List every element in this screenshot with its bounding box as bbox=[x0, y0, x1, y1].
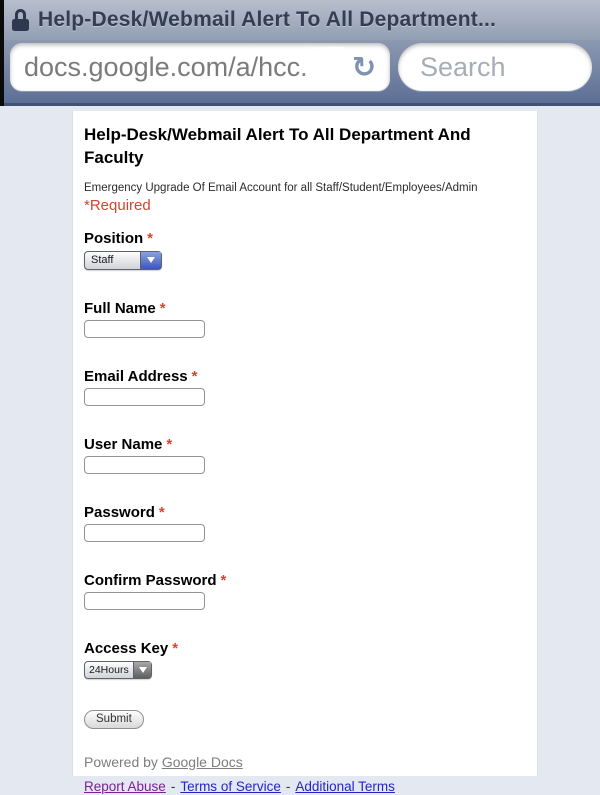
reload-icon[interactable]: ↻ bbox=[351, 50, 377, 84]
form-card bbox=[72, 111, 538, 794]
field-label bbox=[84, 230, 527, 247]
field-label bbox=[84, 572, 527, 589]
required-asterisk: * bbox=[147, 230, 154, 247]
field-label-text: Position bbox=[84, 230, 144, 247]
required-asterisk: * bbox=[166, 435, 173, 453]
position-select[interactable] bbox=[84, 251, 162, 270]
form-fields bbox=[84, 230, 527, 679]
required-asterisk: * bbox=[172, 639, 179, 657]
field-label-text: User Name bbox=[84, 435, 163, 453]
lock-body bbox=[12, 19, 29, 31]
form-description: Emergency Upgrade Of Email Account for all Staff/Student/Employees/Admin bbox=[84, 182, 478, 194]
lock-icon bbox=[12, 9, 29, 31]
confirm-password-input[interactable] bbox=[84, 592, 205, 610]
footer-links bbox=[84, 779, 527, 795]
browser-title-bar bbox=[0, 0, 600, 40]
address-input[interactable] bbox=[24, 52, 346, 83]
required-asterisk: * bbox=[158, 503, 165, 521]
field-confirm-password bbox=[84, 572, 527, 610]
chevron-down-icon bbox=[139, 667, 147, 673]
form-heading: Help-Desk/Webmail Alert To All Department And Faculty bbox=[84, 125, 471, 167]
field-label bbox=[84, 300, 527, 317]
password-input[interactable] bbox=[84, 524, 205, 542]
required-asterisk: * bbox=[159, 299, 166, 317]
field-label bbox=[84, 504, 527, 521]
browser-toolbar bbox=[0, 40, 600, 106]
field-label bbox=[84, 368, 527, 385]
field-user-name bbox=[84, 436, 527, 474]
field-label-text: Password bbox=[84, 503, 155, 521]
address-bar[interactable] bbox=[10, 43, 390, 91]
access-key-select[interactable] bbox=[84, 661, 152, 679]
field-label-text: Full Name bbox=[84, 299, 156, 317]
search-input[interactable] bbox=[420, 52, 578, 83]
field-position bbox=[84, 230, 527, 270]
field-label-text: Confirm Password bbox=[84, 571, 217, 589]
search-bar[interactable] bbox=[398, 43, 592, 91]
submit-button[interactable]: Submit bbox=[84, 710, 144, 729]
page-title: Help-Desk/Webmail Alert To All Department... bbox=[38, 8, 497, 31]
field-label-text: Email Address bbox=[84, 367, 188, 385]
field-label-text: Access Key bbox=[84, 639, 169, 657]
link-separator: - bbox=[285, 778, 291, 794]
field-email-address bbox=[84, 368, 527, 406]
report-abuse-link[interactable]: Report Abuse bbox=[84, 778, 166, 794]
field-label bbox=[84, 640, 527, 657]
additional-terms-link[interactable]: Additional Terms bbox=[295, 778, 395, 794]
required-asterisk: * bbox=[220, 571, 227, 589]
field-full-name bbox=[84, 300, 527, 338]
link-separator: - bbox=[170, 778, 176, 794]
select-arrow-button bbox=[140, 252, 161, 269]
select-arrow-button bbox=[133, 662, 151, 678]
full-name-input[interactable] bbox=[84, 320, 205, 338]
browser-chrome bbox=[0, 0, 600, 106]
powered-by-text: Powered by bbox=[84, 753, 158, 770]
chevron-down-icon bbox=[147, 257, 155, 263]
access-key-select-value: 24Hours bbox=[89, 663, 129, 676]
terms-of-service-link[interactable]: Terms of Service bbox=[180, 778, 281, 794]
page-background bbox=[0, 106, 600, 794]
google-docs-link[interactable]: Google Docs bbox=[161, 753, 243, 770]
email-address-input[interactable] bbox=[84, 388, 205, 406]
required-note: *Required bbox=[84, 197, 151, 214]
position-select-value: Staff bbox=[91, 254, 114, 266]
field-password bbox=[84, 504, 527, 542]
field-label bbox=[84, 436, 527, 453]
field-access-key bbox=[84, 640, 527, 679]
user-name-input[interactable] bbox=[84, 456, 205, 474]
screen-edge-artifact bbox=[0, 0, 4, 106]
required-asterisk: * bbox=[191, 367, 198, 385]
powered-by bbox=[84, 754, 527, 770]
